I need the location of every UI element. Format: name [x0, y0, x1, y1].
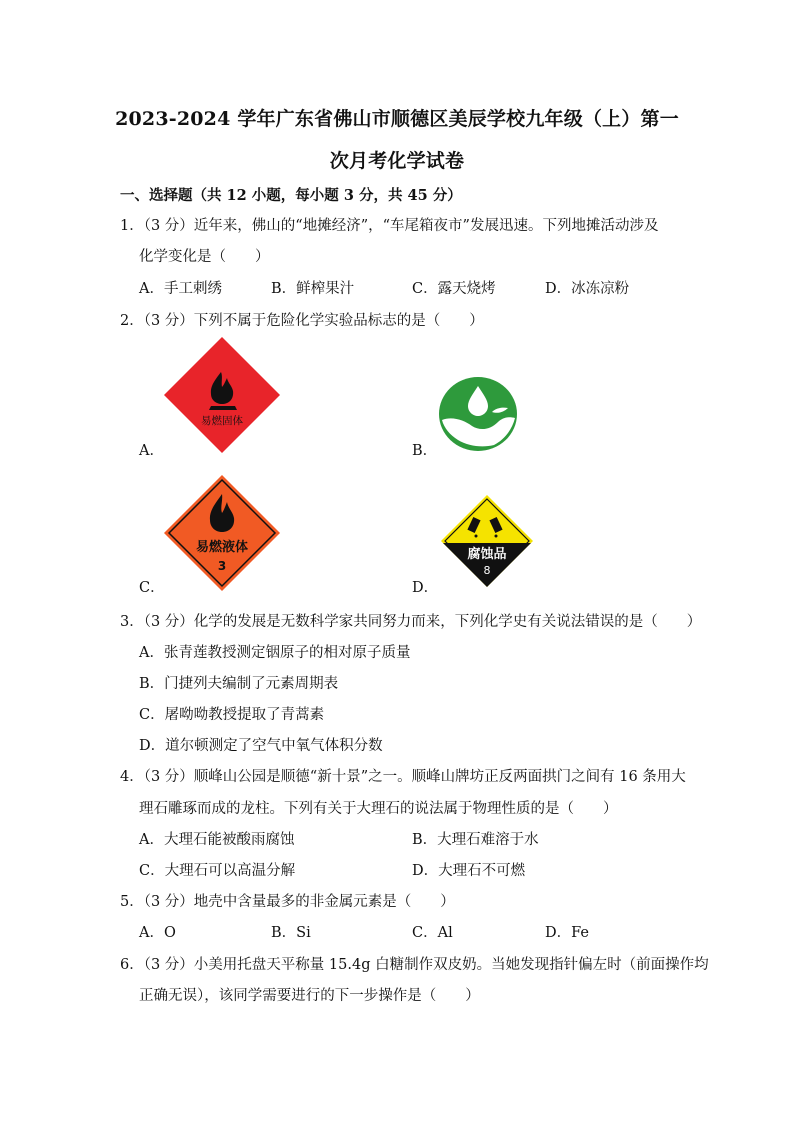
sign-c-label: 易燃液体	[195, 540, 249, 555]
corrosive-sign-icon	[440, 494, 534, 588]
q4-option-c[interactable]: C．大理石可以高温分解	[139, 863, 296, 879]
q2-text: 2．（3 分）下列不属于危险化学实验品标志的是（ ）	[120, 313, 484, 329]
q3-text: 3．（3 分）化学的发展是无数科学家共同努力而来，下列化学史有关说法错误的是（ ）	[120, 614, 702, 630]
q5-option-a[interactable]: A．O	[139, 925, 176, 941]
sign-c-number: 3	[217, 559, 227, 573]
q2-option-a[interactable]: A．	[139, 443, 164, 459]
flammable-solid-sign-icon	[163, 336, 281, 454]
sign-d-label: 腐蚀品	[467, 547, 507, 562]
q3-option-b[interactable]: B．门捷列夫编制了元素周期表	[139, 676, 339, 692]
exam-title-line-1: 2023-2024 学年广东省佛山市顺德区美辰学校九年级（上）第一	[115, 108, 679, 130]
q3-option-d[interactable]: D．道尔顿测定了空气中氧气体积分数	[139, 738, 383, 754]
sign-a-label: 易燃固体	[201, 415, 243, 427]
q4-option-d[interactable]: D．大理石不可燃	[412, 863, 526, 879]
exam-title-line-2: 次月考化学试卷	[329, 150, 465, 172]
q5-option-c[interactable]: C．Al	[412, 925, 453, 941]
q1-option-c[interactable]: C．露天烧烤	[412, 281, 496, 297]
q4-option-b[interactable]: B．大理石难溶于水	[412, 832, 539, 848]
q1-option-d[interactable]: D．冰冻凉粉	[545, 281, 630, 297]
q4-option-a[interactable]: A．大理石能被酸雨腐蚀	[139, 832, 295, 848]
section-heading: 一、选择题（共 12 小题，每小题 3 分，共 45 分）	[120, 187, 462, 204]
q1-option-a[interactable]: A．手工刺绣	[139, 281, 222, 297]
q2-option-d[interactable]: D．	[412, 580, 439, 596]
q1-text-line-2: 化学变化是（ ）	[139, 249, 270, 265]
q4-text-line-1: 4．（3 分）顺峰山公园是顺德“新十景”之一。顺峰山牌坊正反两面拱门之间有 16 条用大	[120, 769, 686, 785]
q5-option-b[interactable]: B．Si	[271, 925, 311, 941]
q6-text-line-1: 6．（3 分）小美用托盘天平称量 15.4g 白糖制作双皮奶。当她发现指针偏左时（前面操作均	[120, 957, 709, 973]
sign-d-number: 8	[483, 564, 491, 577]
flammable-liquid-sign-icon	[163, 474, 281, 592]
q5-option-d[interactable]: D．Fe	[545, 925, 589, 941]
q1-text-line-1: 1．（3 分）近年来，佛山的“地摊经济”，“车尾箱夜市”发展迅速。下列地摊活动涉及	[120, 218, 659, 234]
q1-option-b[interactable]: B．鲜榨果汁	[271, 281, 355, 297]
q2-option-b[interactable]: B．	[412, 443, 438, 459]
q5-text: 5．（3 分）地壳中含量最多的非金属元素是（ ）	[120, 894, 455, 910]
q3-option-a[interactable]: A．张青莲教授测定铟原子的相对原子质量	[139, 645, 411, 661]
q4-text-line-2: 理石雕琢而成的龙柱。下列有关于大理石的说法属于物理性质的是（ ）	[139, 801, 618, 817]
q6-text-line-2: 正确无误），该同学需要进行的下一步操作是（ ）	[139, 988, 480, 1004]
q2-option-c[interactable]: C．	[139, 580, 165, 596]
water-saving-sign-icon	[438, 376, 518, 452]
q3-option-c[interactable]: C．屠呦呦教授提取了青蒿素	[139, 707, 325, 723]
